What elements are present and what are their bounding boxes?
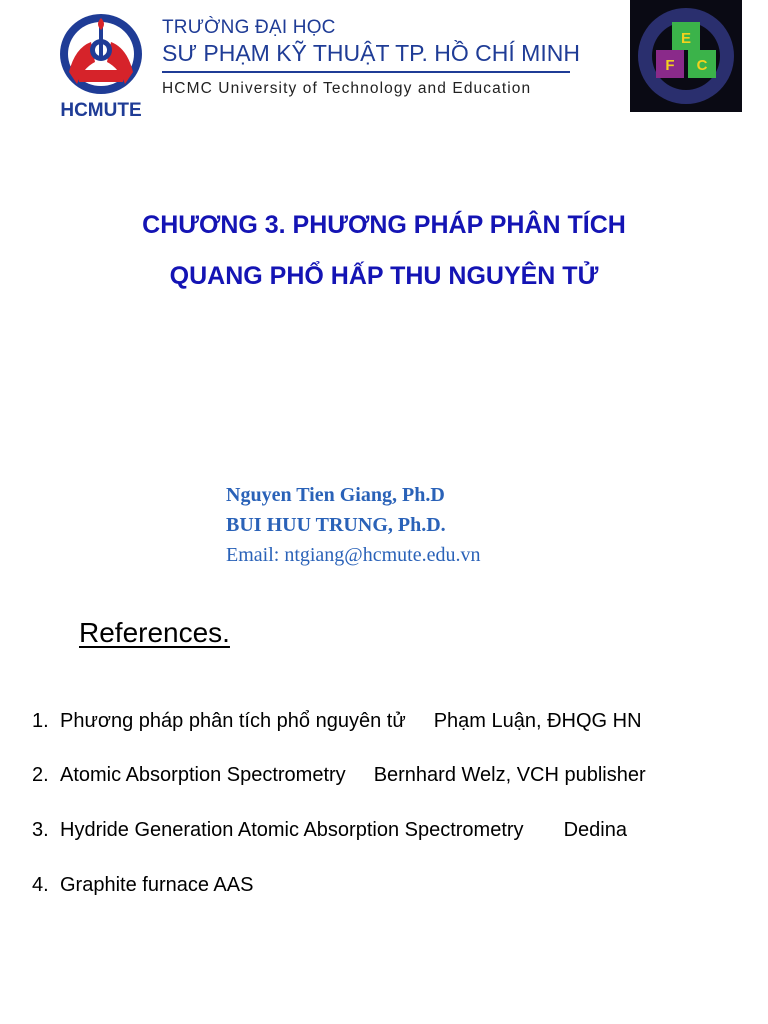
faculty-logo-letter-e: E (680, 30, 692, 47)
reference-title: Phương pháp phân tích phổ nguyên tử (60, 710, 406, 732)
author-email: Email: ntgiang@hcmute.edu.vn (226, 544, 481, 566)
hcmute-logo-text: HCMUTE (60, 100, 142, 121)
chapter-title-line-1: CHƯƠNG 3. PHƯƠNG PHÁP PHÂN TÍCH (142, 211, 626, 239)
reference-source: Dedina (563, 819, 627, 841)
reference-title: Atomic Absorption Spectrometry (60, 764, 346, 786)
faculty-logo-letter-f: F (665, 57, 675, 74)
reference-number: 1. (32, 710, 49, 732)
faculty-logo (630, 0, 742, 112)
reference-item (32, 764, 646, 787)
university-name-vn-main: SƯ PHẠM KỸ THUẬT TP. HỒ CHÍ MINH (162, 40, 580, 66)
header-divider (162, 71, 570, 73)
reference-item (32, 710, 642, 733)
author-2: BUI HUU TRUNG, Ph.D. (226, 514, 446, 536)
reference-title: Hydride Generation Atomic Absorption Spectrometry (60, 819, 524, 841)
reference-source: Bernhard Welz, VCH publisher (373, 764, 646, 786)
faculty-logo-letter-c: C (696, 57, 708, 74)
reference-title: Graphite furnace AAS (60, 874, 254, 896)
university-name-vn-top: TRƯỜNG ĐẠI HỌC (162, 17, 336, 38)
reference-number: 2. (32, 764, 49, 786)
reference-item (32, 819, 627, 842)
university-name-en: HCMC University of Technology and Education (162, 80, 532, 97)
references-heading: References. (79, 617, 230, 648)
reference-number: 4. (32, 874, 49, 896)
reference-number: 3. (32, 819, 49, 841)
reference-item (32, 874, 253, 897)
hcmute-logo (55, 12, 147, 122)
reference-source: Phạm Luận, ĐHQG HN (433, 710, 642, 732)
chapter-title-line-2: QUANG PHỔ HẤP THU NGUYÊN TỬ (169, 262, 599, 290)
author-1: Nguyen Tien Giang, Ph.D (226, 484, 445, 506)
